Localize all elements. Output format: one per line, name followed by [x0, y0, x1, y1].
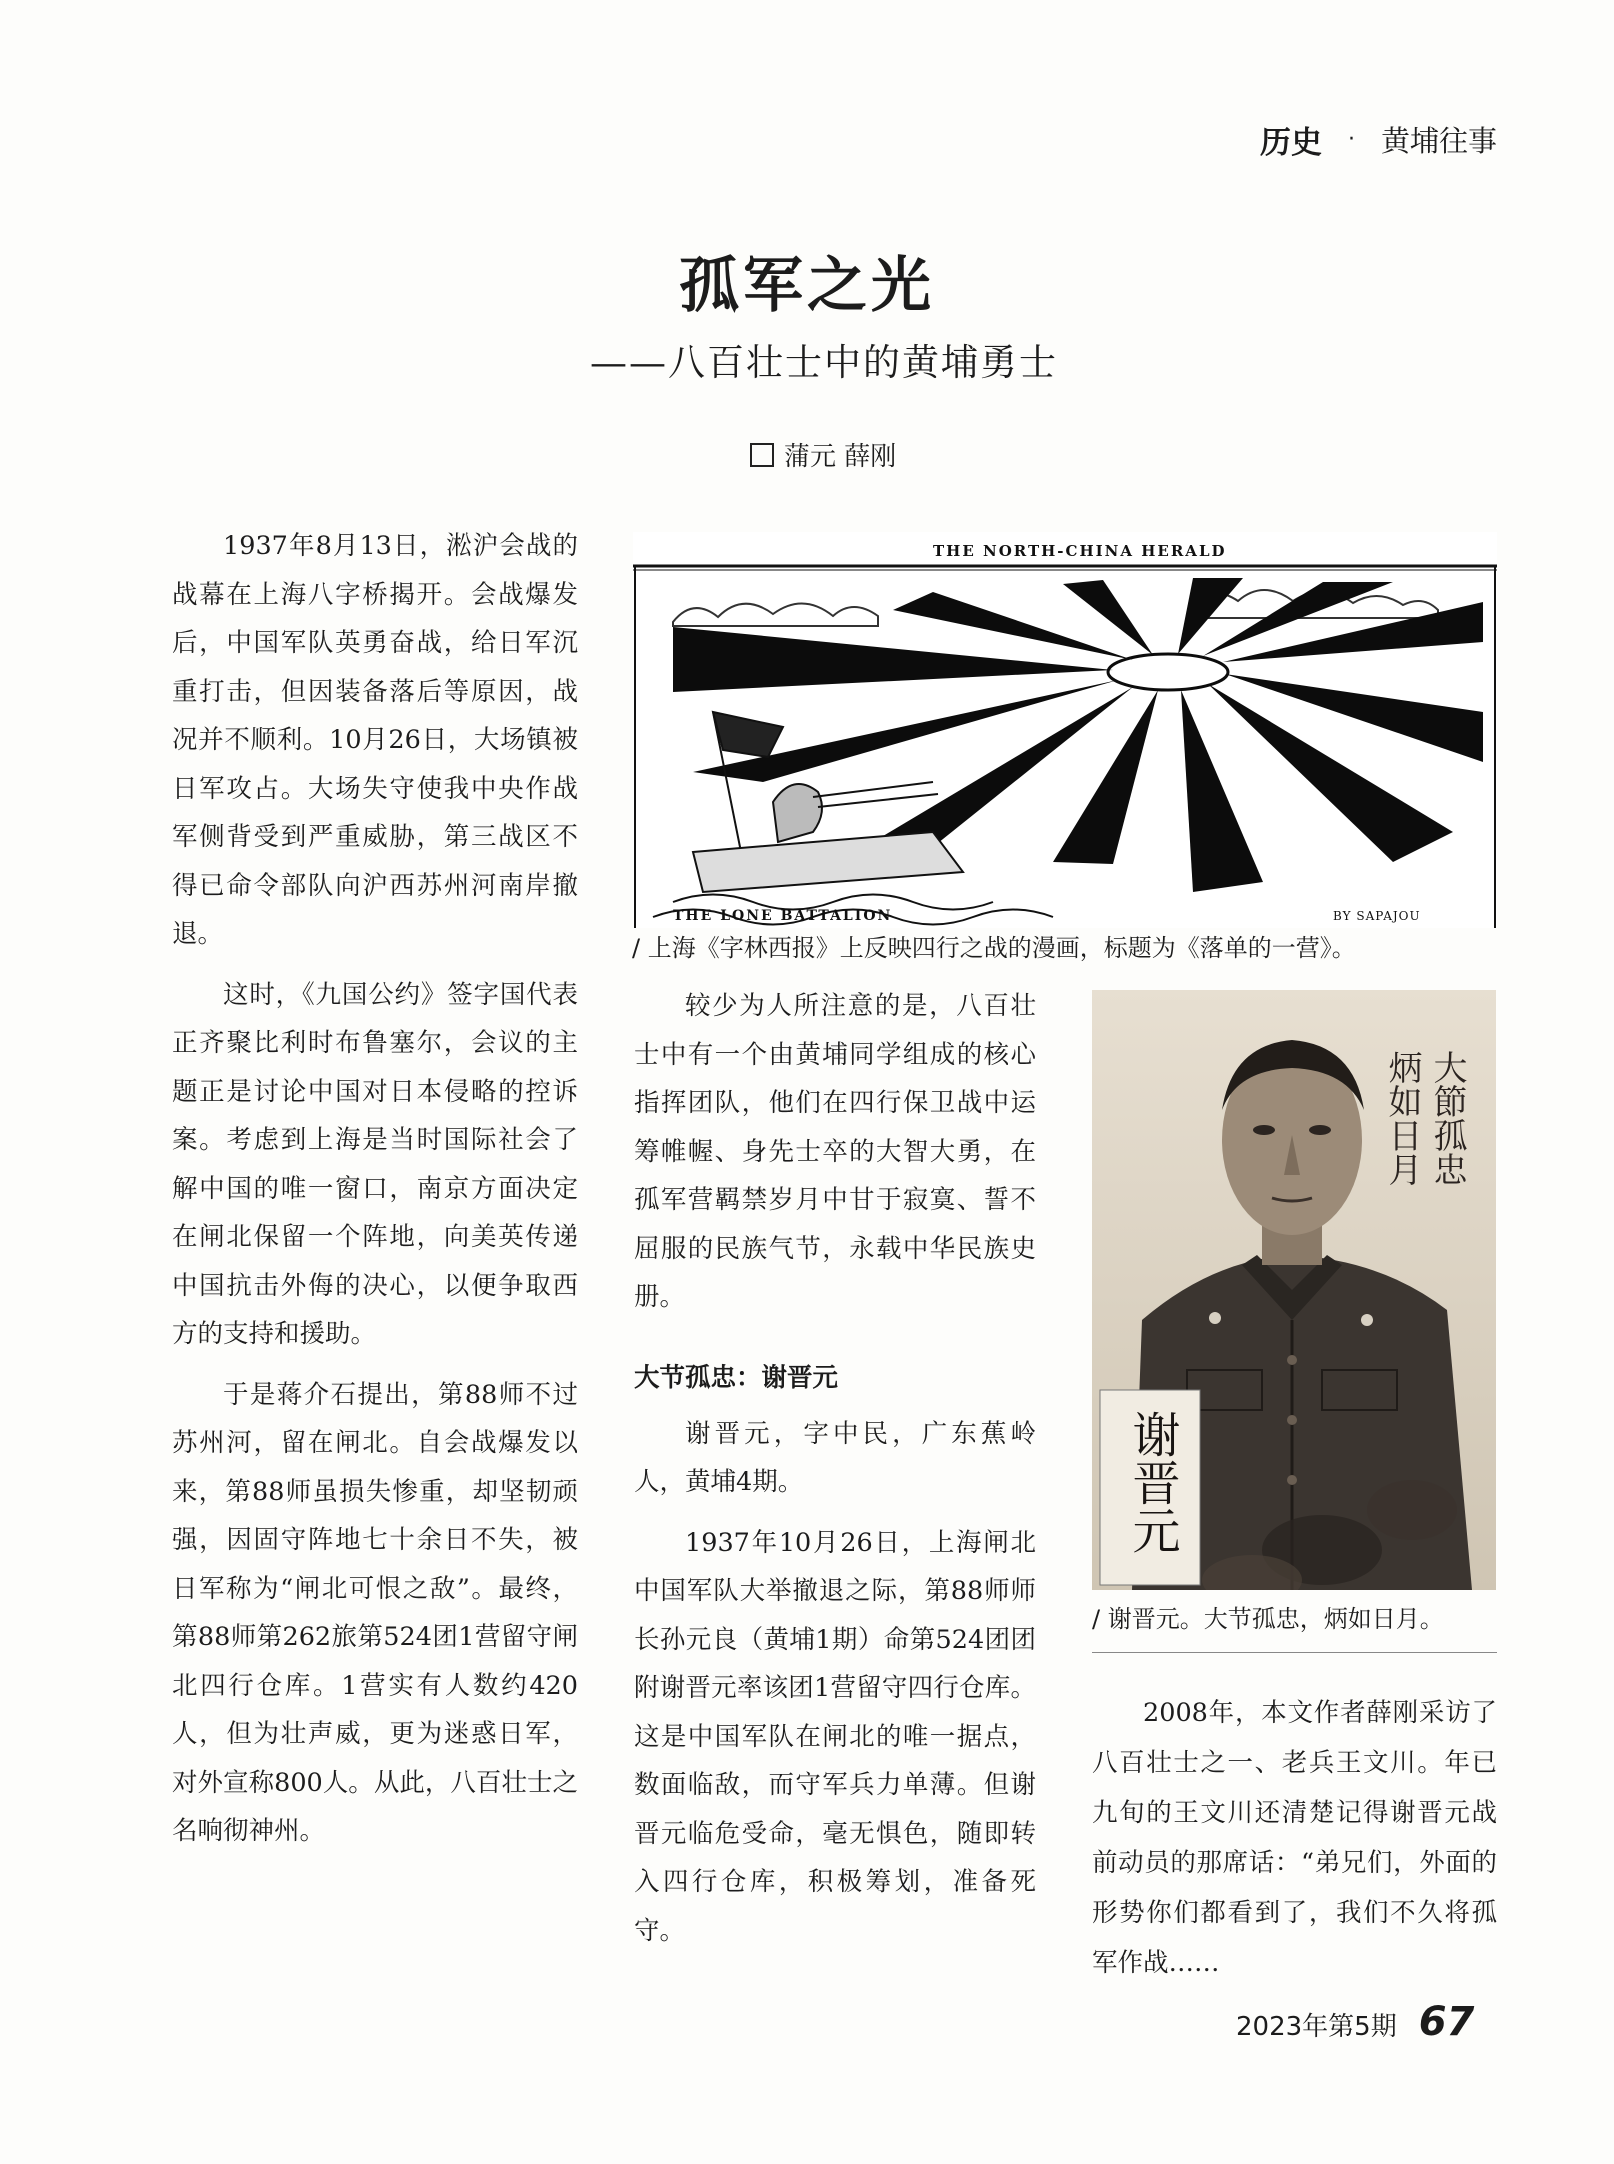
column-right	[1092, 1688, 1497, 1988]
page-footer	[1236, 1999, 1474, 2045]
subheading: 大节孤忠：谢晋元	[634, 1362, 839, 1393]
issue-label: 2023年第5期	[1236, 2012, 1397, 2042]
paragraph: 2008年，本文作者薛刚采访了八百壮士之一、老兵王文川。年已九旬的王文川还清楚记得谢晋元战前动员的那席话：“弟兄们，外面的形势你们都看到了，我们不久将孤军作战……	[1092, 1698, 1497, 1978]
article-subtitle: ——八百壮士中的黄埔勇士	[590, 341, 1058, 384]
cartoon-title: THE LONE BATTALION	[673, 908, 893, 924]
photo-signature: 谢晋元	[1124, 1410, 1180, 1554]
portrait-photo	[1092, 990, 1496, 1590]
page-number: 67	[1418, 1999, 1475, 2045]
section-separator: ·	[1347, 127, 1355, 152]
xie-jinyuan-portrait	[1092, 990, 1496, 1590]
column-left	[172, 522, 578, 1856]
byline	[750, 436, 896, 473]
divider	[1092, 1652, 1497, 1653]
section-name: 历史	[1259, 125, 1322, 161]
column-middle	[634, 982, 1036, 1955]
photo-caption: / 谢晋元。大节孤忠，炳如日月。	[1092, 1605, 1444, 1633]
cartoon-caption: / 上海《字林西报》上反映四行之战的漫画，标题为《落单的一营》。	[632, 934, 1356, 962]
lone-battalion-cartoon	[633, 532, 1497, 928]
photo-inscription-right: 大節孤忠	[1427, 1050, 1467, 1186]
cartoon-newspaper-name: THE NORTH-CHINA HERALD	[933, 542, 1227, 560]
cartoon-image	[633, 532, 1497, 928]
paragraph: 1937年8月13日，淞沪会战的战幕在上海八字桥揭开。会战爆发后，中国军队英勇奋战，给日军沉重打击，但因装备落后等原因，战况并不顺利。10月26日，大场镇被日军攻占。大场失守使我中央作战军侧背受到严重威胁，第三战区不得已命令部队向沪西苏州河南岸撤退。	[172, 531, 578, 949]
byline-box-icon	[750, 443, 774, 467]
section-header	[1260, 117, 1497, 162]
cartoon-artist: BY SAPAJOU	[1333, 909, 1421, 923]
paragraph: 较少为人所注意的是，八百壮士中有一个由黄埔同学组成的核心指挥团队，他们在四行保卫战中运筹帷幄、身先士卒的大智大勇，在孤军营羁禁岁月中甘于寂寞、誓不屈服的民族气节，永载中华民族史册。	[634, 991, 1036, 1312]
authors: 蒲元 薛刚	[784, 442, 897, 472]
paragraph: 于是蒋介石提出，第88师不过苏州河，留在闸北。自会战爆发以来，第88师虽损失惨重，却坚韧顽强，因固守阵地七十余日不失，被日军称为“闸北可恨之敌”。最终，第88师第262旅第524团1营留守闸北四行仓库。1营实有人数约420人，但为壮声威，更为迷惑日军，对外宣称800人。从此，八百壮士之名响彻神州。	[172, 1379, 578, 1846]
article-title: 孤军之光	[679, 251, 935, 321]
photo-inscription-left: 炳如日月	[1382, 1050, 1422, 1186]
paragraph: 1937年10月26日，上海闸北中国军队大举撤退之际，第88师师长孙元良（黄埔1期）命第524团团附谢晋元率该团1营留守四行仓库。这是中国军队在闸北的唯一据点，数面临敌，而守军兵力单薄。但谢晋元临危受命，毫无惧色，随即转入四行仓库，积极筹划，准备死守。	[634, 1527, 1036, 1946]
paragraph: 谢晋元，字中民，广东蕉岭人，黄埔4期。	[634, 1418, 1036, 1497]
column-name: 黄埔往事	[1380, 124, 1497, 158]
paragraph: 这时，《九国公约》签字国代表正齐聚比利时布鲁塞尔，会议的主题正是讨论中国对日本侵略的控诉案。考虑到上海是当时国际社会了解中国的唯一窗口，南京方面决定在闸北保留一个阵地，向美英传递中国抗击外侮的决心，以便争取西方的支持和援助。	[172, 979, 578, 1349]
